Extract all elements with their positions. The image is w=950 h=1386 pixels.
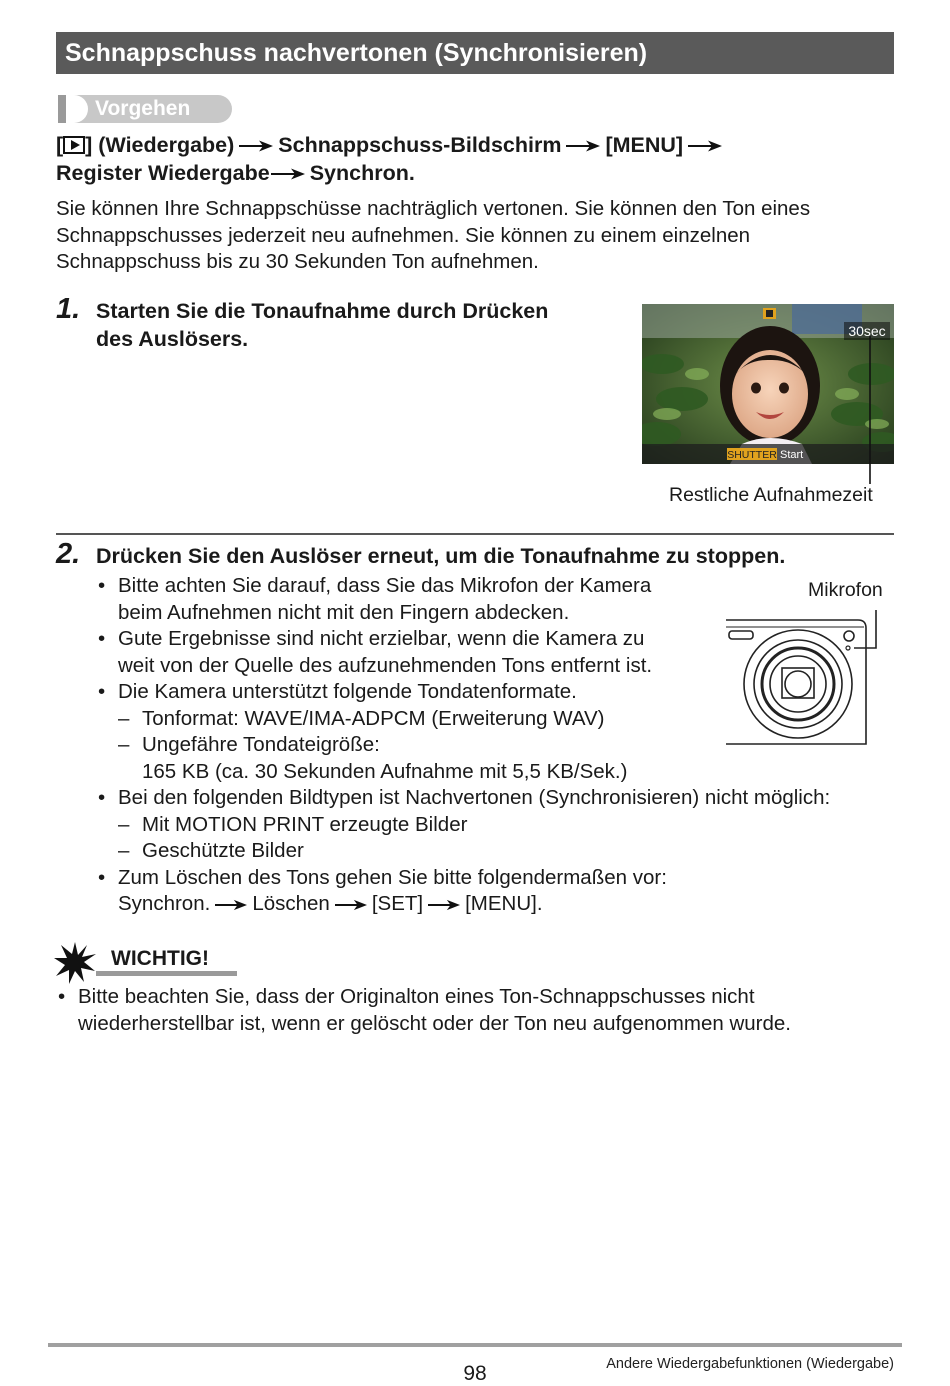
list-item: • Bitte achten Sie darauf, dass Sie das Mikrofon der Kamera: [96, 573, 830, 600]
page-title: Schnappschuss nachvertonen (Synchronisieren): [56, 32, 894, 74]
callout-line: [860, 336, 880, 488]
shutter-label: SHUTTER: [727, 449, 777, 461]
step-2-text: Drücken Sie den Auslöser erneut, um die Tonaufnahme zu stoppen.: [96, 544, 786, 568]
important-note: • Bitte beachten Sie, dass der Originalton eines Ton-Schnappschusses nicht wiederherstellbar ist, wenn er gelöscht oder der Ton neu aufgenommen wurde.: [56, 984, 791, 1037]
important-burst-icon: [54, 942, 96, 984]
camera-screen-photo: [642, 304, 894, 464]
procedure-tag: [58, 95, 232, 123]
footer-rule: [48, 1343, 902, 1347]
list-subitem: – Geschützte Bilder: [118, 839, 304, 862]
footer-section-title: Andere Wiedergabefunktionen (Wiedergabe): [606, 1356, 894, 1372]
menu-path-line1: [ ] (Wiedergabe) Schnappschuss-Bildschirm [MENU]: [56, 131, 727, 159]
page-number: 98: [463, 1362, 487, 1385]
playback-icon: [63, 136, 85, 154]
arrow-right-icon: [566, 140, 600, 152]
step-1-number: 1.: [56, 293, 81, 325]
section-divider: [56, 533, 894, 535]
list-item: • Zum Löschen des Tons gehen Sie bitte folgendermaßen vor:: [96, 865, 830, 892]
start-label: Start: [780, 449, 804, 461]
procedure-label: Vorgehen: [95, 97, 191, 120]
important-heading: WICHTIG!: [111, 947, 209, 970]
step-2-notes: • Bitte achten Sie darauf, dass Sie das Mikrofon der Kamera beim Aufnehmen nicht mit den Fingern abdecken. • Gute Ergebnisse sind nicht erzielbar, wenn die Kamera zu weit von der Quelle des aufzunehmenden Tons entfernt ist. • Die Kamera unterstützt folgende Tondatenformate. – Tonformat: WAVE/IMA-ADPCM (Erweiterung WAV) – Ungefähre Tondateigröße: 165 KB (ca. 30 Sekunden Aufnahme mit 5,5 KB/Sek.) • Bei den folgenden Bildtypen ist Nachvertonen (Synchronisieren) nicht möglich: – Mit MOTION PRINT erzeugte Bilder – Geschützte Bilder • Zum Löschen des Tons gehen Sie bitte folgendermaßen vor: Synchron. Löschen [SET] [MENU].: [96, 573, 830, 918]
list-subitem: – Mit MOTION PRINT erzeugte Bilder: [118, 812, 468, 836]
arrow-right-icon: [239, 140, 273, 152]
time-remaining-readout: 30sec: [848, 323, 886, 339]
remaining-time-caption: Restliche Aufnahmezeit: [669, 484, 873, 506]
microphone-label: Mikrofon: [808, 579, 883, 601]
list-item: • Die Kamera unterstützt folgende Tondatenformate.: [96, 679, 830, 706]
arrow-right-icon: [215, 899, 247, 911]
arrow-right-icon: [428, 899, 460, 911]
arrow-right-icon: [335, 899, 367, 911]
intro-paragraph: Sie können Ihre Schnappschüsse nachträglich vertonen. Sie können den Ton eines Schnappschusses jederzeit neu aufnehmen. Sie können zu einem einzelnen Schnappschuss bis zu 30 Sekunden Ton aufnehmen.: [56, 197, 811, 273]
step-2-number: 2.: [56, 538, 81, 570]
step-1-text: Starten Sie die Tonaufnahme durch Drücken des Auslösers.: [96, 299, 549, 351]
menu-path-line2: Register Wiedergabe Synchron.: [56, 161, 415, 185]
list-subitem: – Ungefähre Tondateigröße:: [118, 733, 380, 756]
delete-sound-path: Synchron. Löschen [SET] [MENU].: [118, 892, 543, 915]
list-item: • Bei den folgenden Bildtypen ist Nachvertonen (Synchronisieren) nicht möglich:: [96, 785, 830, 812]
arrow-right-icon: [271, 168, 305, 180]
list-subitem: – Tonformat: WAVE/IMA-ADPCM (Erweiterung WAV): [118, 706, 605, 730]
list-item: • Gute Ergebnisse sind nicht erzielbar, wenn die Kamera zu: [96, 626, 830, 653]
important-underline: [96, 971, 237, 976]
arrow-right-icon: [688, 140, 722, 152]
